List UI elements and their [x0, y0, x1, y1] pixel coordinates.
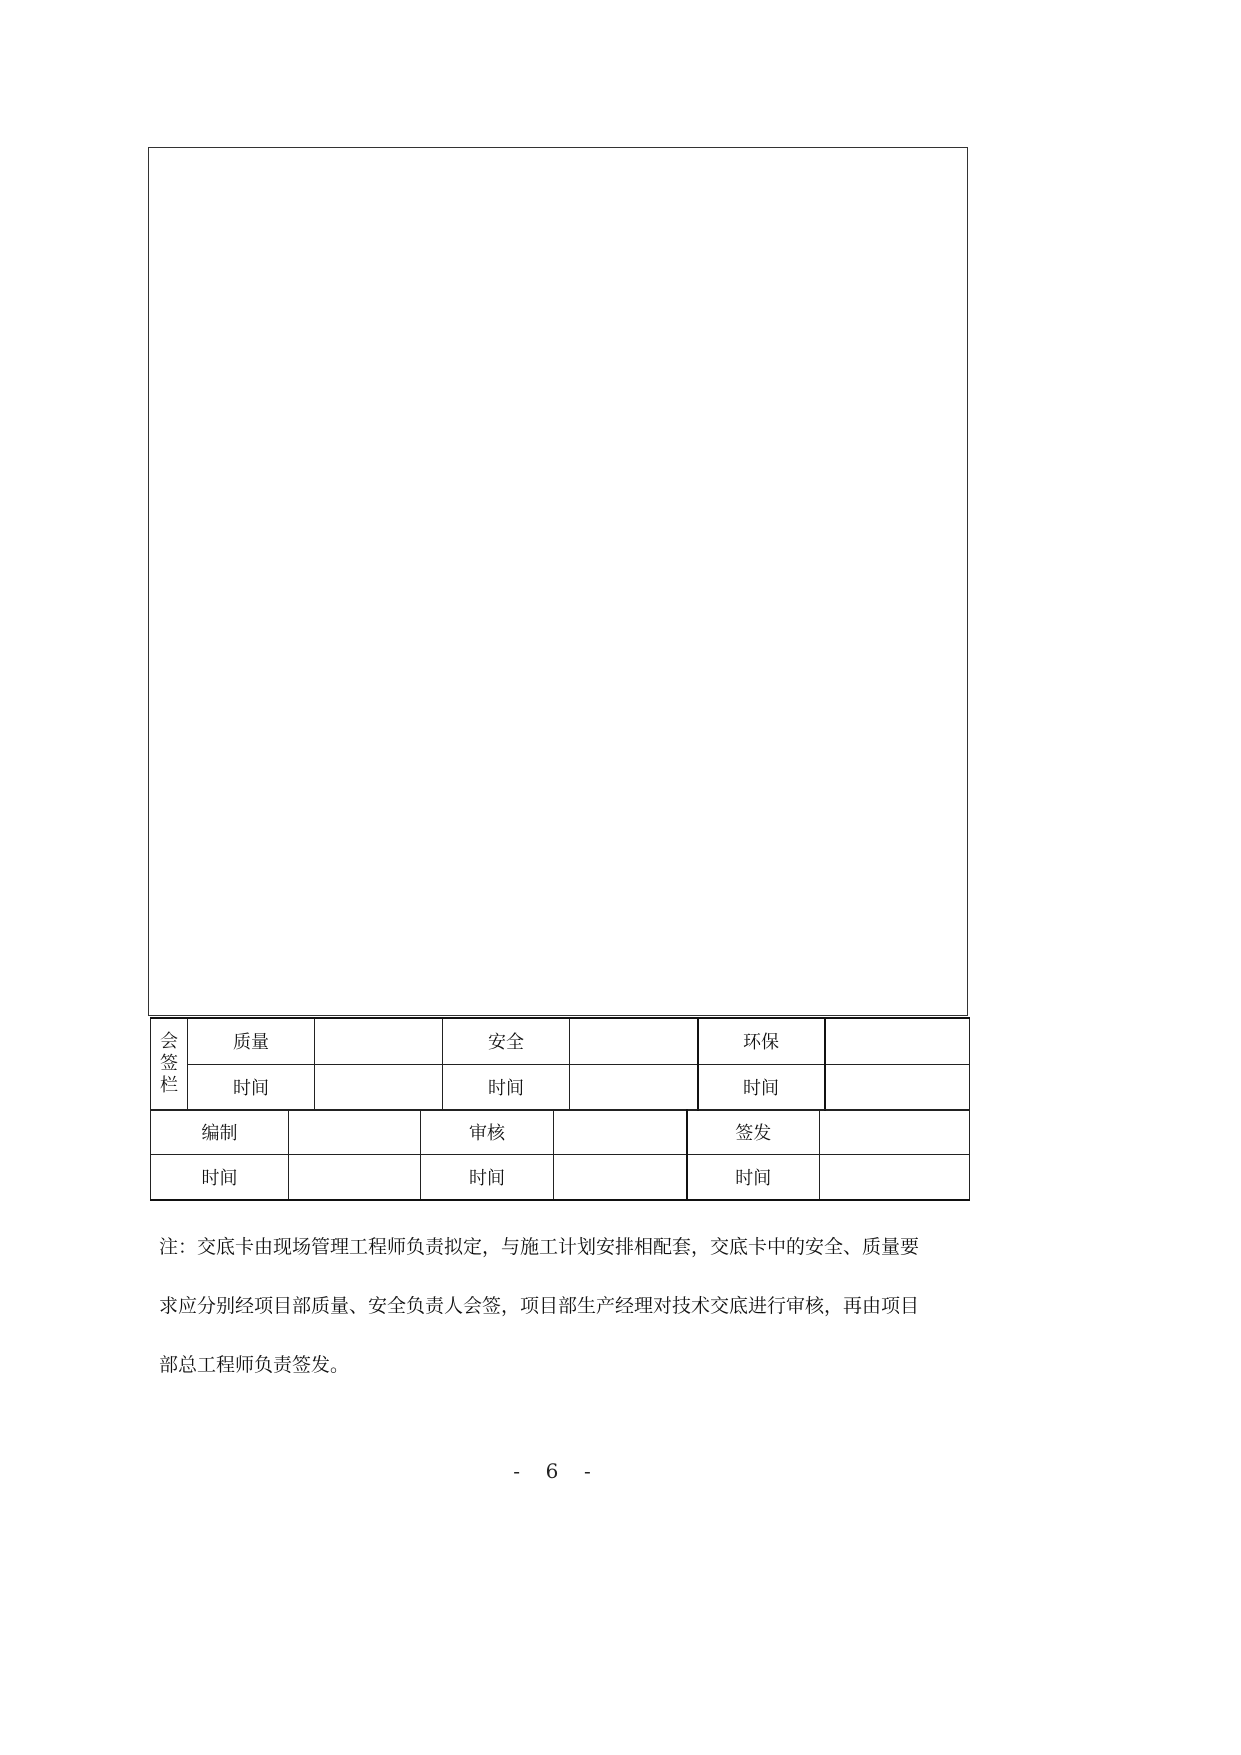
countersign-row-roles — [151, 1018, 970, 1064]
issue-time-cell[interactable] — [820, 1155, 970, 1200]
review-time-label: 时间 — [421, 1155, 554, 1200]
compile-time-label: 时间 — [151, 1155, 289, 1200]
compile-time-cell[interactable] — [289, 1155, 421, 1200]
quality-time-cell[interactable] — [315, 1064, 443, 1110]
compile-signature-cell[interactable] — [289, 1110, 421, 1155]
compile-label: 编制 — [151, 1110, 289, 1155]
review-signature-cell[interactable] — [554, 1110, 687, 1155]
environment-signature-cell[interactable] — [825, 1018, 970, 1064]
countersign-row-time — [151, 1064, 970, 1110]
issue-time-label: 时间 — [687, 1155, 820, 1200]
note-paragraph — [159, 1218, 959, 1395]
approval-row-time — [151, 1155, 970, 1200]
page-number: 6 — [545, 1459, 559, 1483]
quality-signature-cell[interactable] — [315, 1018, 443, 1064]
issue-signature-cell[interactable] — [820, 1110, 970, 1155]
approval-row-roles — [151, 1110, 970, 1155]
quality-label: 质量 — [188, 1018, 315, 1064]
page-dash-left: - — [513, 1459, 521, 1483]
note-line: 注：交底卡由现场管理工程师负责拟定，与施工计划安排相配套，交底卡中的安全、质量要 — [159, 1236, 920, 1258]
quality-time-label: 时间 — [188, 1064, 315, 1110]
safety-time-cell[interactable] — [570, 1064, 698, 1110]
countersign-table — [150, 1017, 970, 1111]
environment-time-label: 时间 — [698, 1064, 825, 1110]
countersign-label: 会 签 栏 — [151, 1018, 188, 1110]
note-line: 部总工程师负责签发。 — [159, 1354, 350, 1376]
environment-time-cell[interactable] — [825, 1064, 970, 1110]
page-number-footer — [0, 1459, 1104, 1483]
disclosure-content-area — [148, 147, 968, 1016]
issue-label: 签发 — [687, 1110, 820, 1155]
environment-label: 环保 — [698, 1018, 825, 1064]
safety-label: 安全 — [443, 1018, 570, 1064]
review-time-cell[interactable] — [554, 1155, 687, 1200]
safety-time-label: 时间 — [443, 1064, 570, 1110]
safety-signature-cell[interactable] — [570, 1018, 698, 1064]
page-dash-right: - — [583, 1459, 591, 1483]
approval-table — [150, 1109, 970, 1201]
note-line: 求应分别经项目部质量、安全负责人会签，项目部生产经理对技术交底进行审核，再由项目 — [159, 1295, 920, 1317]
review-label: 审核 — [421, 1110, 554, 1155]
